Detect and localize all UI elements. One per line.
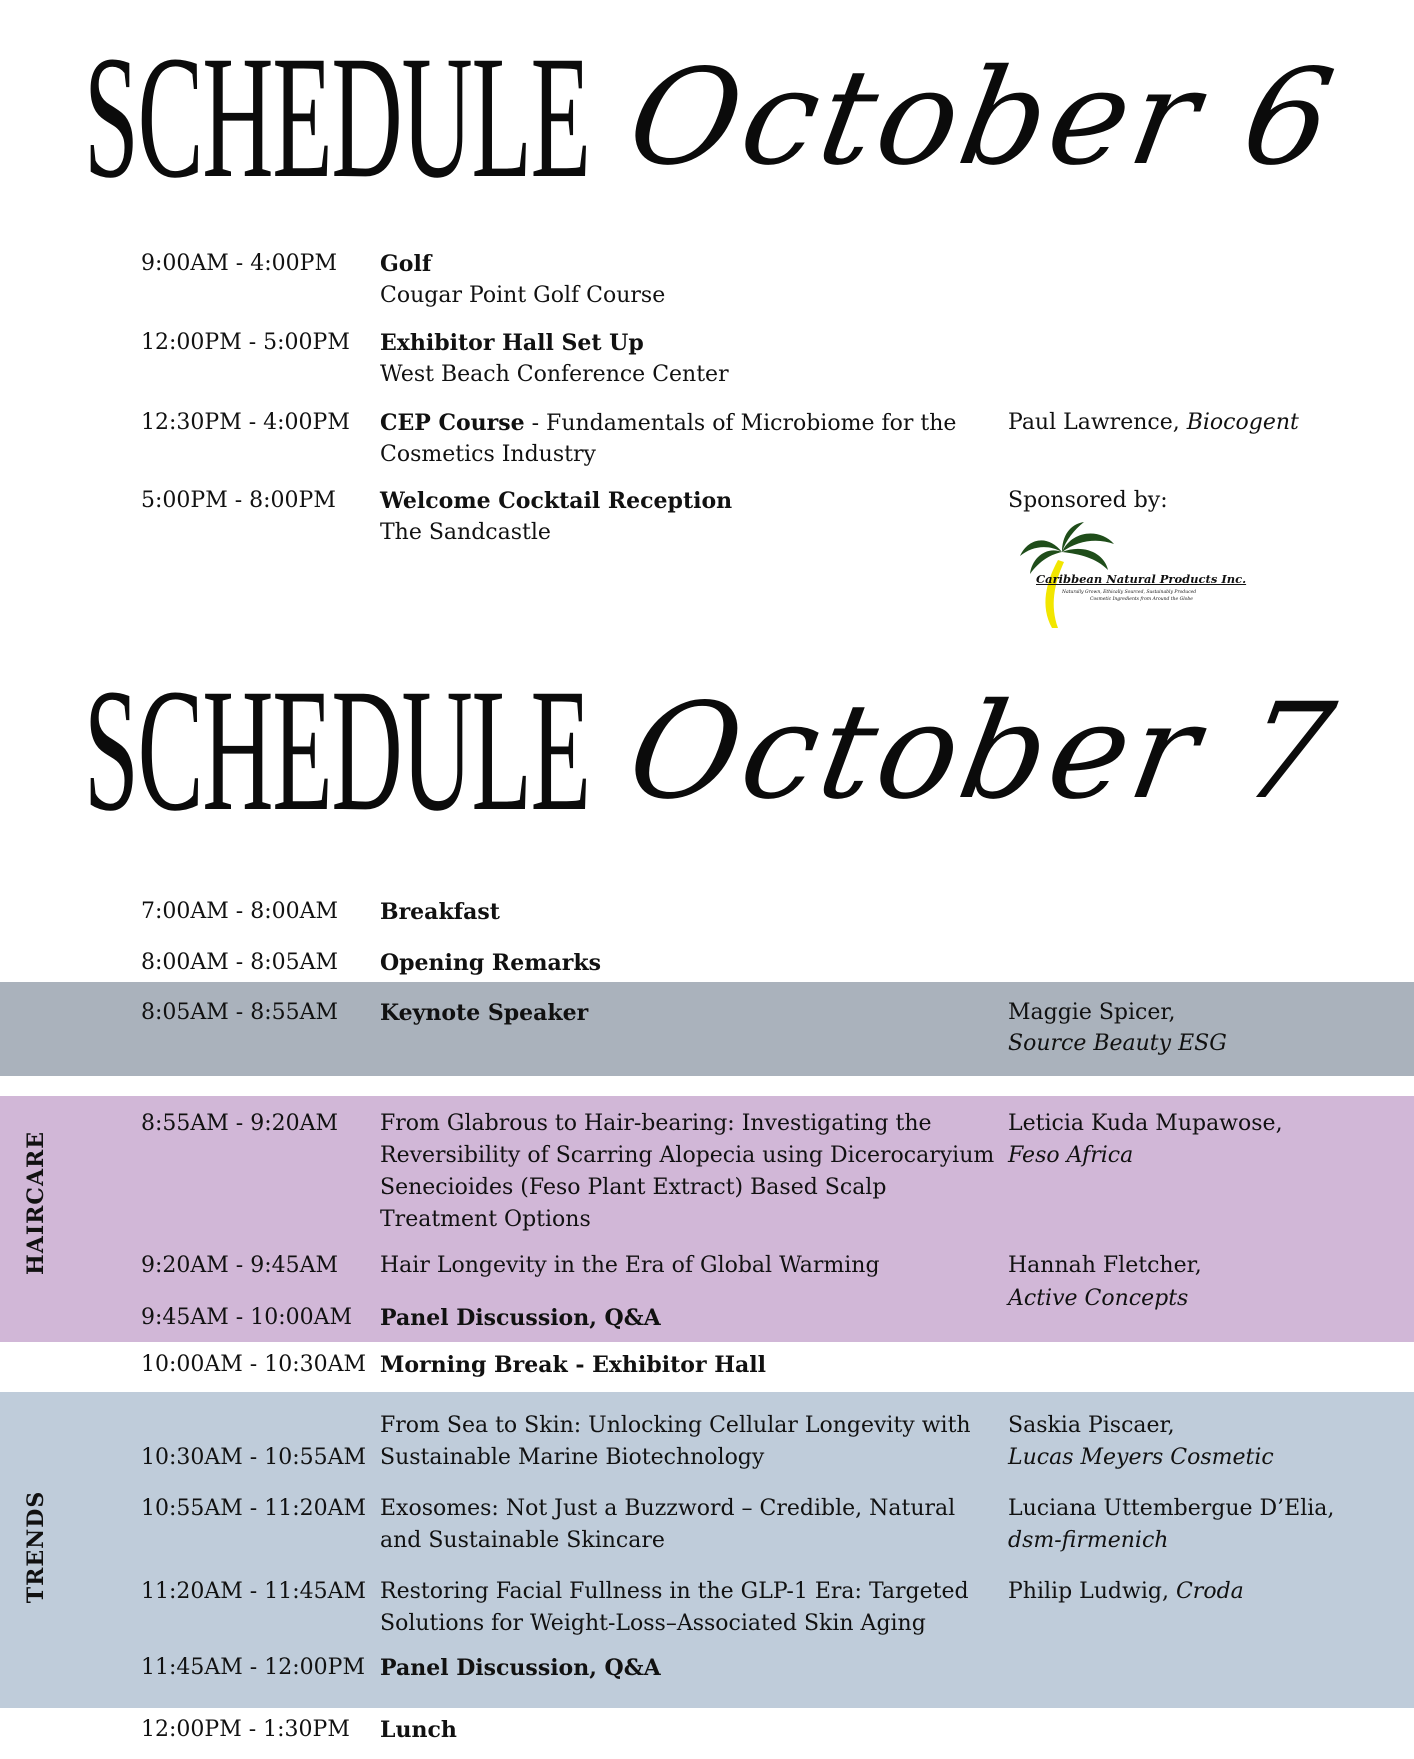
event-time: 11:20AM - 11:45AM <box>141 1579 367 1604</box>
event-title-rest: - Fundamentals of Microbiome for the <box>524 411 957 436</box>
event-title-line: Restoring Facial Fullness in the GLP-1 Era: Targeted <box>380 1579 969 1604</box>
section-label-trends: TRENDS <box>23 1490 49 1604</box>
speaker <box>1008 1576 1244 1608</box>
sponsor-tagline: Naturally Grown, Ethically Sourced, Sustainably Produced <box>1062 590 1197 595</box>
schedule-heading-date: October 7 <box>618 675 1348 829</box>
event-time: 10:55AM - 11:20AM <box>141 1496 367 1521</box>
speaker-company: Croda <box>1175 1579 1244 1604</box>
event-time: 12:00PM - 1:30PM <box>141 1717 350 1742</box>
event-time: 9:20AM - 9:45AM <box>141 1253 339 1278</box>
speaker-company: Biocogent <box>1186 410 1299 435</box>
event-time: 9:45AM - 10:00AM <box>141 1305 353 1330</box>
sponsor-logo <box>1018 522 1247 630</box>
event-title: Opening Remarks <box>380 950 601 976</box>
event-time: 8:00AM - 8:05AM <box>141 950 339 975</box>
event-time: 7:00AM - 8:00AM <box>141 899 339 924</box>
event-title-line: Senecioides (Feso Plant Extract) Based Scalp <box>380 1175 887 1200</box>
speaker-name: Saskia Piscaer, <box>1008 1413 1175 1438</box>
speaker-name: Maggie Spicer, <box>1008 1000 1176 1025</box>
event-title: Lunch <box>380 1717 457 1743</box>
event-time: 10:00AM - 10:30AM <box>141 1352 367 1377</box>
event-time: 12:30PM - 4:00PM <box>141 410 350 435</box>
speaker-name: Luciana Uttembergue D’Elia, <box>1008 1496 1335 1521</box>
sponsored-by-label: Sponsored by: <box>1008 488 1168 513</box>
event-title: Hair Longevity in the Era of Global Warming <box>380 1253 880 1278</box>
event-title-cont: Cosmetics Industry <box>380 442 596 467</box>
schedule-heading-date: October 6 <box>618 41 1348 195</box>
speaker-company: Feso Africa <box>1008 1143 1134 1168</box>
event-title-line: and Sustainable Skincare <box>380 1528 665 1553</box>
speaker-company: Lucas Meyers Cosmetic <box>1008 1445 1274 1470</box>
event-title: Exhibitor Hall Set Up <box>380 330 644 356</box>
event-title-line: Sustainable Marine Biotechnology <box>380 1445 765 1470</box>
event-title-line: Reversibility of Scarring Alopecia using Dicerocaryium <box>380 1143 995 1168</box>
speaker-name: Paul Lawrence, <box>1008 410 1187 435</box>
event-title-bold: CEP Course <box>380 410 525 436</box>
speaker-name: Philip Ludwig, <box>1008 1579 1176 1604</box>
event-time: 9:00AM - 4:00PM <box>141 251 337 276</box>
event-time: 5:00PM - 8:00PM <box>141 488 336 513</box>
event-title <box>380 407 956 440</box>
event-location: Cougar Point Golf Course <box>380 283 666 308</box>
event-title-line: From Glabrous to Hair-bearing: Investigating the <box>380 1111 932 1136</box>
event-title-line: Solutions for Weight-Loss–Associated Skin Aging <box>380 1611 926 1636</box>
event-title: Panel Discussion, Q&A <box>380 1655 661 1681</box>
event-title-line: Treatment Options <box>380 1207 591 1232</box>
event-time: 8:05AM - 8:55AM <box>141 1000 339 1025</box>
speaker-company: Active Concepts <box>1008 1286 1189 1311</box>
event-time: 11:45AM - 12:00PM <box>141 1655 365 1680</box>
schedule-heading-word: SCHEDULE <box>84 20 590 215</box>
event-title: Golf <box>380 251 432 277</box>
sponsor-tagline: Cosmetic Ingredients from Around the Globe <box>1090 597 1193 602</box>
event-title: Panel Discussion, Q&A <box>380 1305 661 1331</box>
speaker-name: Leticia Kuda Mupawose, <box>1008 1111 1283 1136</box>
speaker-company: Source Beauty ESG <box>1008 1031 1227 1056</box>
speaker <box>1008 407 1299 439</box>
schedule-heading-word: SCHEDULE <box>84 653 590 848</box>
speaker-company: dsm-firmenich <box>1008 1528 1169 1553</box>
event-time: 10:30AM - 10:55AM <box>141 1445 367 1470</box>
event-title-line: Exosomes: Not Just a Buzzword – Credible, Natural <box>380 1496 956 1521</box>
section-label-haircare: HAIRCARE <box>23 1130 49 1275</box>
event-time: 8:55AM - 9:20AM <box>141 1111 339 1136</box>
event-title-line: From Sea to Skin: Unlocking Cellular Longevity with <box>380 1413 971 1438</box>
event-time: 12:00PM - 5:00PM <box>141 330 350 355</box>
event-title: Breakfast <box>380 899 500 925</box>
event-title: Welcome Cocktail Reception <box>380 488 733 514</box>
event-location: West Beach Conference Center <box>380 362 729 387</box>
speaker-name: Hannah Fletcher, <box>1008 1253 1202 1278</box>
event-title: Morning Break - Exhibitor Hall <box>380 1352 766 1378</box>
event-location: The Sandcastle <box>380 520 551 545</box>
event-title: Keynote Speaker <box>380 1000 589 1026</box>
sponsor-name: Caribbean Natural Products Inc. <box>1036 572 1247 586</box>
